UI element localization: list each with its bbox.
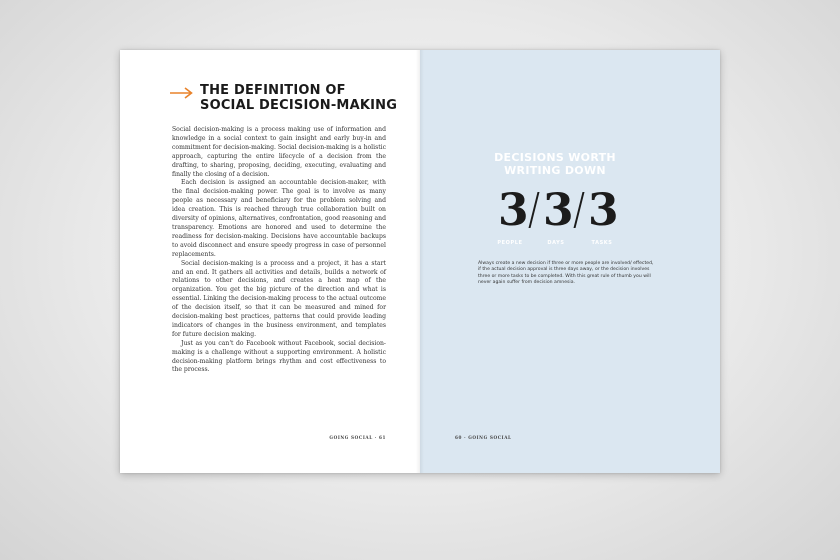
rule-of-thumb-text: Always create a new decision if three or more people are involved/ effected, if the actual decision approval is three days away, or the decision involves three or more tasks to be completed. With this great rule of thumb you will never again suffer from decision amnesia.: [478, 261, 654, 285]
big-numbers: [490, 185, 630, 238]
body-text: [172, 126, 386, 375]
slash-divider: [529, 192, 539, 228]
book-spread: [120, 50, 720, 473]
paragraph: Social decision-making is a process making use of information and knowledge in a social context to gain insight and early buy-in and commitment for decision-making. Social decision-making is a holistic approach, capturing the entire lifecycle of a decision from the drafting, to sharing, proposing, deciding, executing, evaluating and finally the closing of a decision.: [172, 126, 387, 178]
heading-line-1: THE DEFINITION OF: [200, 83, 346, 98]
number-days: 3: [543, 185, 574, 236]
page-heading: [200, 83, 400, 113]
page-folio-left: GOING SOCIAL · 61: [329, 435, 386, 440]
gutter-shadow: [416, 50, 424, 473]
paragraph: Just as you can't do Facebook without Facebook, social decision-making is a challenge without a supporting environment. A holistic decision-making platform brings rhythm and cost effectiveness to the process.: [172, 339, 386, 374]
title-line-1: DECISIONS WORTH: [494, 151, 616, 164]
label-days: DAYS: [547, 240, 565, 246]
number-tasks: 3: [588, 185, 619, 236]
page-folio-right: 60 · GOING SOCIAL: [455, 435, 512, 440]
right-page: [420, 50, 720, 473]
label-people: PEOPLE: [497, 240, 523, 246]
left-page: [120, 50, 420, 473]
title-line-2: WRITING DOWN: [504, 164, 606, 177]
slash-divider: [574, 192, 584, 228]
paragraph: Each decision is assigned an accountable decision-maker, with the final decision-making power. The goal is to involve as many people as necessary and beneficiary for the problem solving and idea creation. This is reached through true collaboration built on diversity of opinions, alternatives, confrontation, good reasoning and transparency. Emotions are honored and used to determine the readiness for decision-making. Decisions have accountable backups to avoid disconnect and ensure speedy progress in case of personnel replacements.: [172, 179, 386, 258]
arrow-right-icon: [170, 87, 194, 99]
paragraph: Social decision-making is a process and a project, it has a start and an end. It gathers all activities and details, builds a network of relations to other decisions, and creates a heat map of the organization. You get the big picture of the direction and what is essential. Linking the decision-making process to the actual outcome of the decision itself, so that it can be measured and mined for decision-making best practices, patterns that could provide leading indicators of changes in the business environment, and templates for future decision making.: [172, 259, 387, 338]
label-tasks: TASKS: [591, 240, 613, 246]
heading-line-2: SOCIAL DECISION-MAKING: [200, 98, 398, 113]
number-people: 3: [498, 185, 529, 236]
infographic-title: [460, 151, 650, 177]
